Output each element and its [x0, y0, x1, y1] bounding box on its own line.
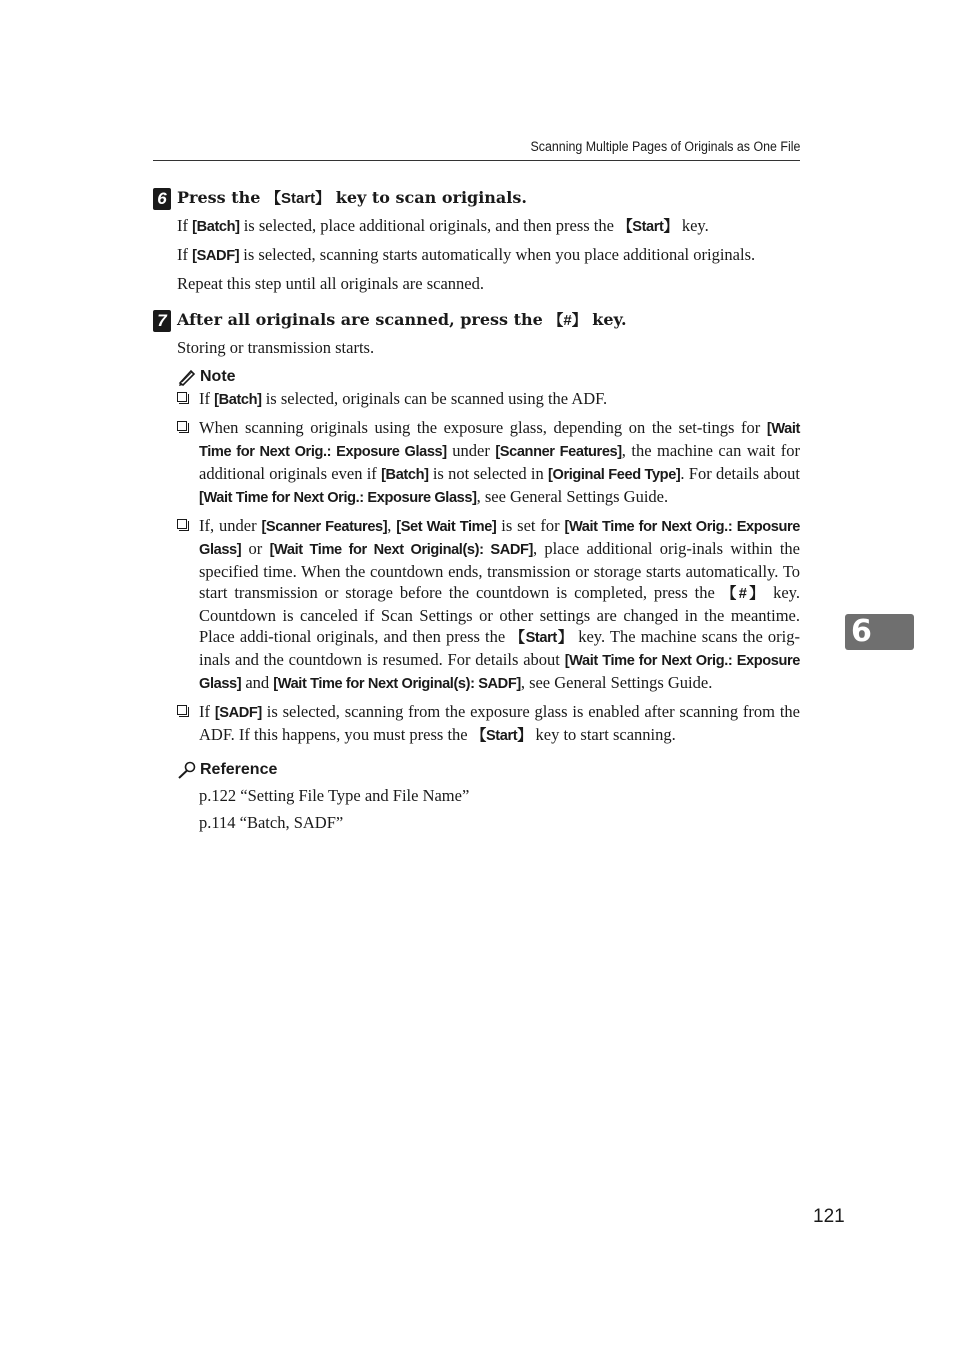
page-content — [153, 186, 800, 839]
chapter-tab — [845, 614, 914, 650]
reference-list — [199, 785, 800, 833]
note-item: If, under [Scanner Features], [Set Wait Time] is set for [Wait Time for Next Orig.: Exposure Glass] or [Wait Time for Next Original(s): SADF], place additional orig-inals within the specified time. When the countdown ends, transmission or storage starts automatically. To start transmission or storage before the countdown is completed, press the 【#】 key. Countdown is canceled if Scan Settings or other settings are changed in the meantime. Place addi-tional originals, and then press the 【Start】 key. The machine scans the orig-inals and the countdown is resumed. For details about [Wait Time for Next Orig.: Exposure Glass] and [Wait Time for Next Original(s): SADF], see General Settings Guide. — [177, 515, 800, 695]
note-item: When scanning originals using the exposure glass, depending on the set-tings for [Wait Time for Next Orig.: Exposure Glass] under [Scanner Features], the machine can wait for additional originals even if [Batch] is not selected in [Original Feed Type]. For details about [Wait Time for Next Orig.: Exposure Glass], see General Settings Guide. — [177, 417, 800, 509]
step-7-para-1: Storing or transmission starts. — [177, 338, 375, 357]
page-number: 121 — [813, 1206, 845, 1227]
batch-label: [Batch] — [192, 219, 240, 235]
pencil-icon — [177, 368, 197, 386]
checkbox-bullet-icon — [177, 392, 187, 402]
step-6-para-3: Repeat this step until all originals are scanned. — [177, 274, 484, 293]
start-key-label: 【Start】 — [266, 190, 331, 207]
step-6-para-2: If [SADF] is selected, scanning starts automatically when you place additional originals. — [177, 245, 756, 264]
chapter-number: 6 — [851, 614, 872, 649]
sadf-label: [SADF] — [192, 248, 240, 264]
start-key-label: 【Start】 — [618, 219, 678, 235]
step-7-title: After all originals are scanned, press the 【#】 key. — [177, 310, 627, 329]
magnifier-icon — [177, 761, 197, 779]
step-6-para-1: If [Batch] is selected, place additional originals, and then press the 【Start】 key. — [177, 216, 709, 235]
step-6 — [153, 186, 800, 294]
checkbox-bullet-icon — [177, 705, 187, 715]
note-list — [153, 388, 800, 747]
reference-heading: Reference — [177, 761, 800, 779]
step-6-title: Press the 【Start】 key to scan originals. — [177, 188, 527, 207]
note-item: If [SADF] is selected, scanning from the exposure glass is enabled after scanning from the ADF. If this happens, you must press the 【Start】 key to start scanning. — [177, 701, 800, 747]
hash-key-label: 【#】 — [548, 312, 587, 329]
step-7 — [153, 308, 800, 358]
step-number-6: 6 — [153, 188, 171, 210]
note-item: If [Batch] is selected, originals can be scanned using the ADF. — [177, 388, 800, 411]
running-header — [153, 136, 800, 161]
reference-link[interactable]: p.114 “Batch, SADF” — [199, 813, 344, 832]
checkbox-bullet-icon — [177, 421, 187, 431]
running-title: Scanning Multiple Pages of Originals as One File — [530, 139, 800, 154]
step-number-7: 7 — [153, 310, 171, 332]
note-heading: Note — [177, 368, 800, 386]
reference-link[interactable]: p.122 “Setting File Type and File Name” — [199, 786, 470, 805]
checkbox-bullet-icon — [177, 519, 187, 529]
